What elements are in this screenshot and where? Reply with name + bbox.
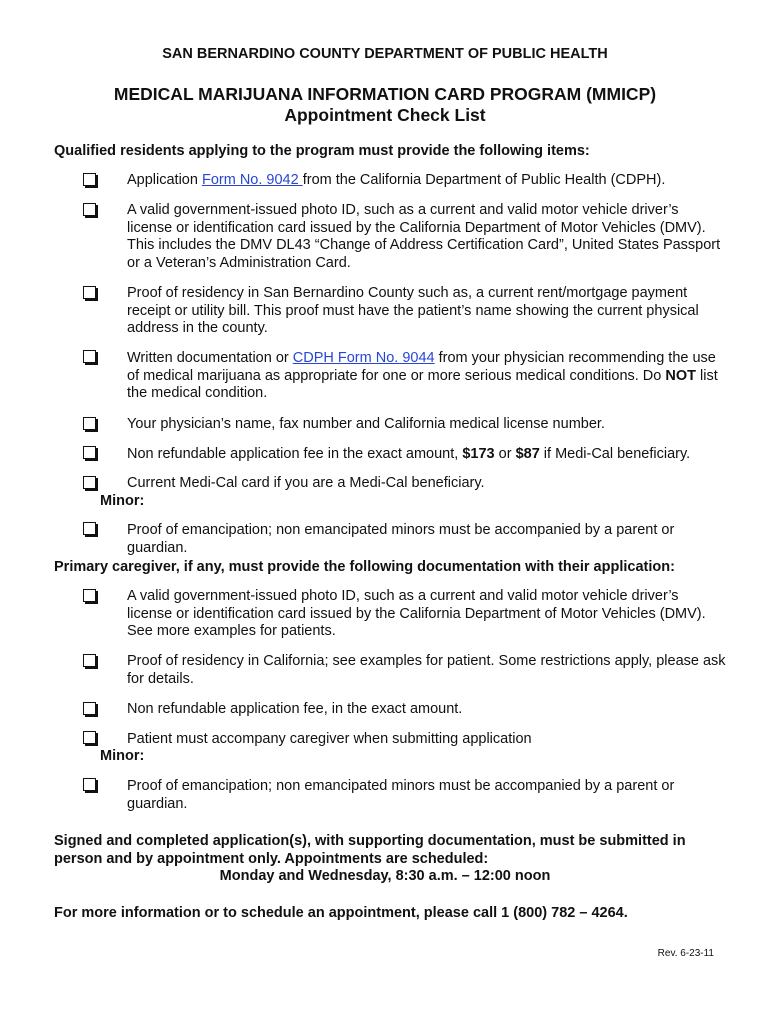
item-text: or xyxy=(494,446,516,462)
item-text: Non refundable application fee in the exact amount, xyxy=(127,446,463,462)
fee-amount: $173 xyxy=(462,446,495,462)
program-title: MEDICAL MARIJUANA INFORMATION CARD PROGRAM (MMICP) xyxy=(113,84,657,104)
item-physician-info: Your physician’s name, fax number and California medical license number. xyxy=(127,416,605,432)
not-emphasis: NOT xyxy=(665,367,696,384)
item-written-documentation xyxy=(127,350,727,403)
item-residency: Proof of residency in San Bernardino County such as, a current rent/mortgage payment receipt or utility bill. This proof must have the patient’s name showing the current physical address in the county. xyxy=(127,285,699,336)
submission-statement: Signed and completed application(s), with supporting documentation, must be submitted in person and by appointment only. Appointments are scheduled: xyxy=(54,833,686,867)
caregiver-minor-label: Minor: xyxy=(100,748,145,764)
item-text: if Medi-Cal beneficiary. xyxy=(539,446,691,462)
checkbox-medi-cal-card[interactable] xyxy=(83,476,96,489)
checkbox-caregiver-photo-id[interactable] xyxy=(83,589,96,602)
checkbox-caregiver-residency[interactable] xyxy=(83,654,96,667)
checkbox-residency[interactable] xyxy=(83,286,96,299)
contact-info: For more information or to schedule an appointment, please call 1 (800) 782 – 4264. xyxy=(54,905,628,921)
item-caregiver-fee: Non refundable application fee, in the exact amount. xyxy=(127,701,463,717)
fee-amount-medi-cal: $87 xyxy=(515,446,540,462)
item-text: from your physician recommending the use of medical marijuana as appropriate for one or more serious medical conditions. Do xyxy=(127,350,716,384)
item-caregiver-emancipation: Proof of emancipation; non emancipated minors must be accompanied by a parent or guardian. xyxy=(127,778,675,812)
item-caregiver-residency: Proof of residency in California; see examples for patient. Some restrictions apply, please ask for details. xyxy=(127,653,726,687)
item-medi-cal-card: Current Medi-Cal card if you are a Medi-Cal beneficiary. xyxy=(127,475,485,491)
checkbox-physician-info[interactable] xyxy=(83,417,96,430)
checkbox-caregiver-emancipation[interactable] xyxy=(83,778,96,791)
form-9042-link[interactable]: Form No. 9042 xyxy=(201,172,303,188)
item-text: Application xyxy=(127,172,202,188)
checkbox-written-documentation[interactable] xyxy=(83,350,96,363)
form-9044-link[interactable]: CDPH Form No. 9044 xyxy=(292,350,435,366)
department-header: SAN BERNARDINO COUNTY DEPARTMENT OF PUBLIC HEALTH xyxy=(162,46,608,62)
checkbox-patient-accompany[interactable] xyxy=(83,731,96,744)
page-subtitle: Appointment Check List xyxy=(284,105,486,125)
item-patient-accompany: Patient must accompany caregiver when submitting application xyxy=(127,731,532,747)
revision-date: Rev. 6-23-11 xyxy=(657,948,714,959)
qualified-heading: Qualified residents applying to the program must provide the following items: xyxy=(54,143,590,159)
checkbox-emancipation[interactable] xyxy=(83,522,96,535)
checkbox-application-fee[interactable] xyxy=(83,446,96,459)
item-emancipation: Proof of emancipation; non emancipated minors must be accompanied by a parent or guardian. xyxy=(127,522,675,556)
checkbox-application-form[interactable] xyxy=(83,173,96,186)
minor-label: Minor: xyxy=(100,493,145,509)
item-text: from the California Department of Public Health (CDPH). xyxy=(302,172,666,188)
item-application-form xyxy=(127,172,727,190)
item-caregiver-photo-id: A valid government-issued photo ID, such as a current and valid motor vehicle driver’s license or identification card issued by the California Department of Motor Vehicles (DMV). See more examples for patients. xyxy=(127,588,706,639)
checkbox-caregiver-fee[interactable] xyxy=(83,702,96,715)
checkbox-photo-id[interactable] xyxy=(83,203,96,216)
item-text: list the medical condition. xyxy=(127,367,718,401)
item-text: Written documentation or xyxy=(127,350,293,366)
item-application-fee xyxy=(127,446,727,464)
caregiver-heading: Primary caregiver, if any, must provide the following documentation with their application: xyxy=(54,559,675,575)
appointment-schedule: Monday and Wednesday, 8:30 a.m. – 12:00 noon xyxy=(219,868,551,884)
item-photo-id: A valid government-issued photo ID, such as a current and valid motor vehicle driver’s license or identification card issued by the California Department of Motor Vehicles (DMV). This includes the DMV DL43 “Change of Address Certification Card”, United States Passport or a Veteran’s Administration Card. xyxy=(127,202,721,271)
